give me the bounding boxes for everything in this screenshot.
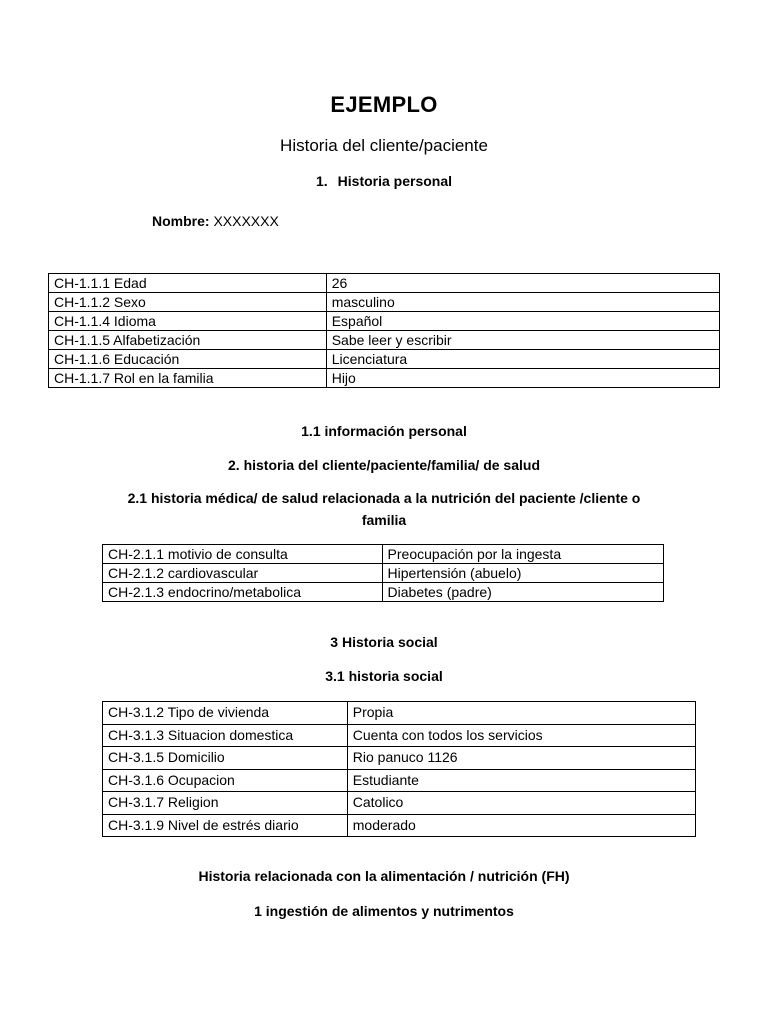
section-heading-label: Historia personal xyxy=(337,173,453,189)
table-cell-code: CH-2.1.3 endocrino/metabolica xyxy=(103,583,383,602)
nombre-label: Nombre: xyxy=(152,213,210,229)
table-cell-code: CH-3.1.6 Ocupacion xyxy=(103,769,348,792)
table-row xyxy=(103,564,664,583)
nombre-line xyxy=(152,213,279,229)
section-heading-historia-social: 3 Historia social xyxy=(330,634,438,650)
section-heading-historia-social-sub: 3.1 historia social xyxy=(325,668,443,684)
table-cell-value: Hipertensión (abuelo) xyxy=(382,564,663,583)
section-heading-historia-medica-line1: 2.1 historia médica/ de salud relacionada a la nutrición del paciente /cliente o xyxy=(127,490,641,506)
medical-history-table xyxy=(102,544,664,602)
table-cell-code: CH-3.1.2 Tipo de vivienda xyxy=(103,702,348,725)
table-cell-code: CH-3.1.3 Situacion domestica xyxy=(103,724,348,747)
document-subtitle: Historia del cliente/paciente xyxy=(280,136,488,155)
table-cell-code: CH-3.1.5 Domicilio xyxy=(103,747,348,770)
table-cell-value: Catolico xyxy=(347,792,695,815)
table-row xyxy=(49,369,720,388)
section-heading-historia-personal xyxy=(0,173,768,189)
personal-history-table xyxy=(48,273,720,388)
table-row xyxy=(103,747,696,770)
table-row xyxy=(103,545,664,564)
table-row xyxy=(103,702,696,725)
table-cell-value: moderado xyxy=(347,814,695,837)
table-cell-value: Licenciatura xyxy=(326,350,719,369)
document-title: EJEMPLO xyxy=(330,92,438,117)
table-row xyxy=(49,312,720,331)
section-heading-historia-salud: 2. historia del cliente/paciente/familia/ de salud xyxy=(228,457,540,473)
social-history-table xyxy=(102,701,696,837)
table-row xyxy=(103,769,696,792)
table-cell-value: Diabetes (padre) xyxy=(382,583,663,602)
table-row xyxy=(49,293,720,312)
table-row xyxy=(49,350,720,369)
table-row xyxy=(103,583,664,602)
table-cell-code: CH-1.1.4 Idioma xyxy=(49,312,327,331)
table-cell-code: CH-2.1.2 cardiovascular xyxy=(103,564,383,583)
table-cell-value: Sabe leer y escribir xyxy=(326,331,719,350)
table-row xyxy=(103,814,696,837)
table-cell-code: CH-1.1.1 Edad xyxy=(49,274,327,293)
table-row xyxy=(103,792,696,815)
table-cell-code: CH-1.1.5 Alfabetización xyxy=(49,331,327,350)
section-heading-ingestion-alimentos: 1 ingestión de alimentos y nutrimentos xyxy=(254,903,514,919)
table-cell-code: CH-3.1.7 Religion xyxy=(103,792,348,815)
table-cell-code: CH-3.1.9 Nivel de estrés diario xyxy=(103,814,348,837)
table-cell-code: CH-2.1.1 motivio de consulta xyxy=(103,545,383,564)
table-cell-value: Español xyxy=(326,312,719,331)
table-cell-value: Preocupación por la ingesta xyxy=(382,545,663,564)
table-cell-code: CH-1.1.2 Sexo xyxy=(49,293,327,312)
nombre-value: XXXXXXX xyxy=(213,213,279,229)
table-row xyxy=(49,331,720,350)
table-row xyxy=(49,274,720,293)
table-cell-code: CH-1.1.7 Rol en la familia xyxy=(49,369,327,388)
table-cell-code: CH-1.1.6 Educación xyxy=(49,350,327,369)
table-cell-value: Propia xyxy=(347,702,695,725)
table-cell-value: Cuenta con todos los servicios xyxy=(347,724,695,747)
section-number: 1. xyxy=(315,173,328,189)
table-cell-value: Estudiante xyxy=(347,769,695,792)
table-cell-value: Hijo xyxy=(326,369,719,388)
section-heading-historia-alimentacion: Historia relacionada con la alimentación / nutrición (FH) xyxy=(198,868,570,884)
section-heading-informacion-personal: 1.1 información personal xyxy=(301,423,467,439)
section-heading-historia-medica-line2: familia xyxy=(361,512,407,528)
table-cell-value: 26 xyxy=(326,274,719,293)
table-row xyxy=(103,724,696,747)
table-cell-value: masculino xyxy=(326,293,719,312)
table-cell-value: Rio panuco 1126 xyxy=(347,747,695,770)
